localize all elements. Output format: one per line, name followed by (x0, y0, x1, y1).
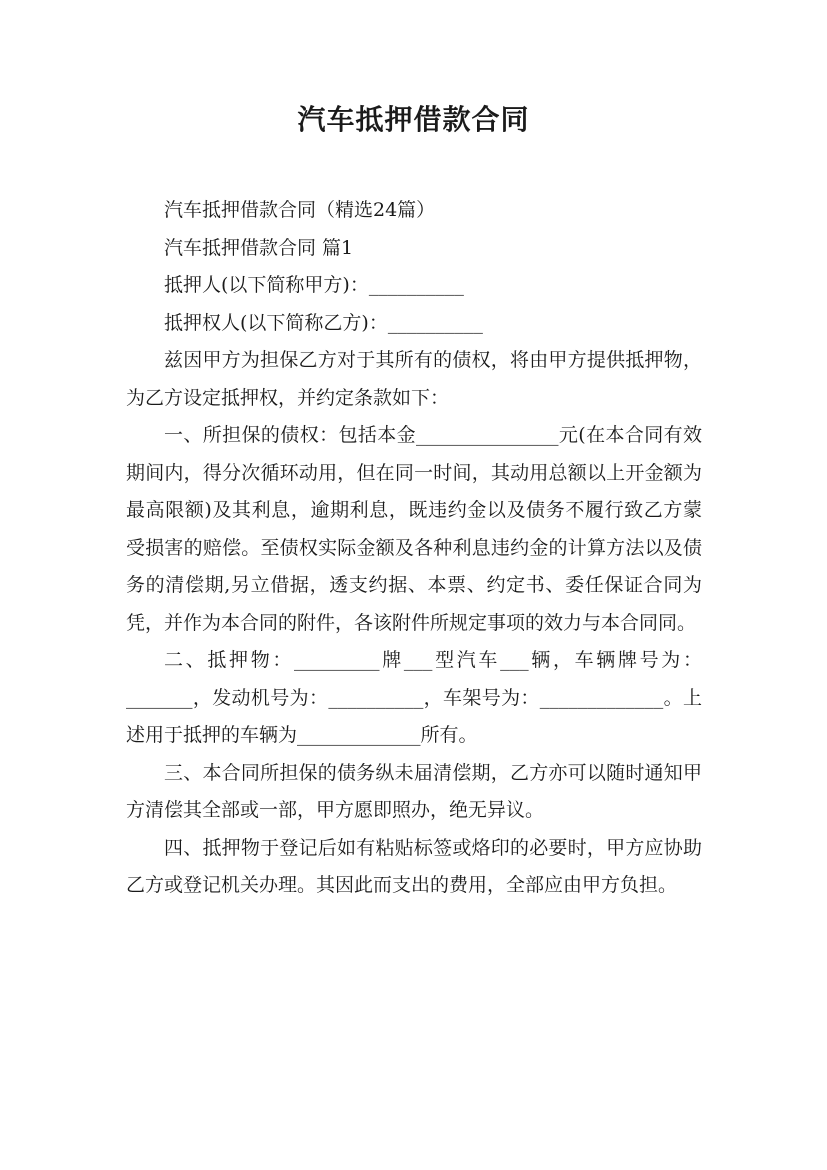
paragraph-clause-3: 三、本合同所担保的债务纵未届清偿期，乙方亦可以随时通知甲方清偿其全部或一部，甲方愿即照办，绝无异议。 (126, 761, 702, 821)
paragraph-clause-1: 一、所担保的债权：包括本金_______________元(在本合同有效期间内，得分次循环动用，但在同一时间，其动用总额以上开金额为最高限额)及其利息，逾期利息，既违约金以及债务不履行致乙方蒙受损害的赔偿。至债权实际金额及各种利息违约金的计算方法以及债务的清偿期,另立借据，透支约据、本票、约定书、委任保证合同为凭，并作为本合同的附件，各该附件所规定事项的效力与本合同同。 (126, 424, 702, 634)
paragraph-mortgagee: 抵押权人(以下简称乙方)：__________ (164, 311, 483, 334)
paragraph-section-heading: 汽车抵押借款合同 篇1 (164, 236, 354, 259)
document-title: 汽车抵押借款合同 (297, 103, 530, 136)
paragraph-mortgagor: 抵押人(以下简称甲方)：__________ (164, 274, 464, 296)
paragraph-clause-2: 二、抵押物：_________牌___型汽车___辆，车辆牌号为：_______，发动机号为：__________，车架号为：_____________。上述用于抵押的车辆为_____________所有。 (126, 649, 702, 746)
paragraph-subtitle: 汽车抵押借款合同（精选24篇） (164, 199, 436, 221)
document-body (126, 192, 702, 905)
paragraph-preamble: 兹因甲方为担保乙方对于其所有的债权，将由甲方提供抵押物，为乙方设定抵押权，并约定条款如下： (126, 349, 702, 409)
paragraph-clause-4: 四、抵押物于登记后如有粘贴标签或烙印的必要时，甲方应协助乙方或登记机关办理。其因此而支出的费用，全部应由甲方负担。 (126, 836, 702, 896)
